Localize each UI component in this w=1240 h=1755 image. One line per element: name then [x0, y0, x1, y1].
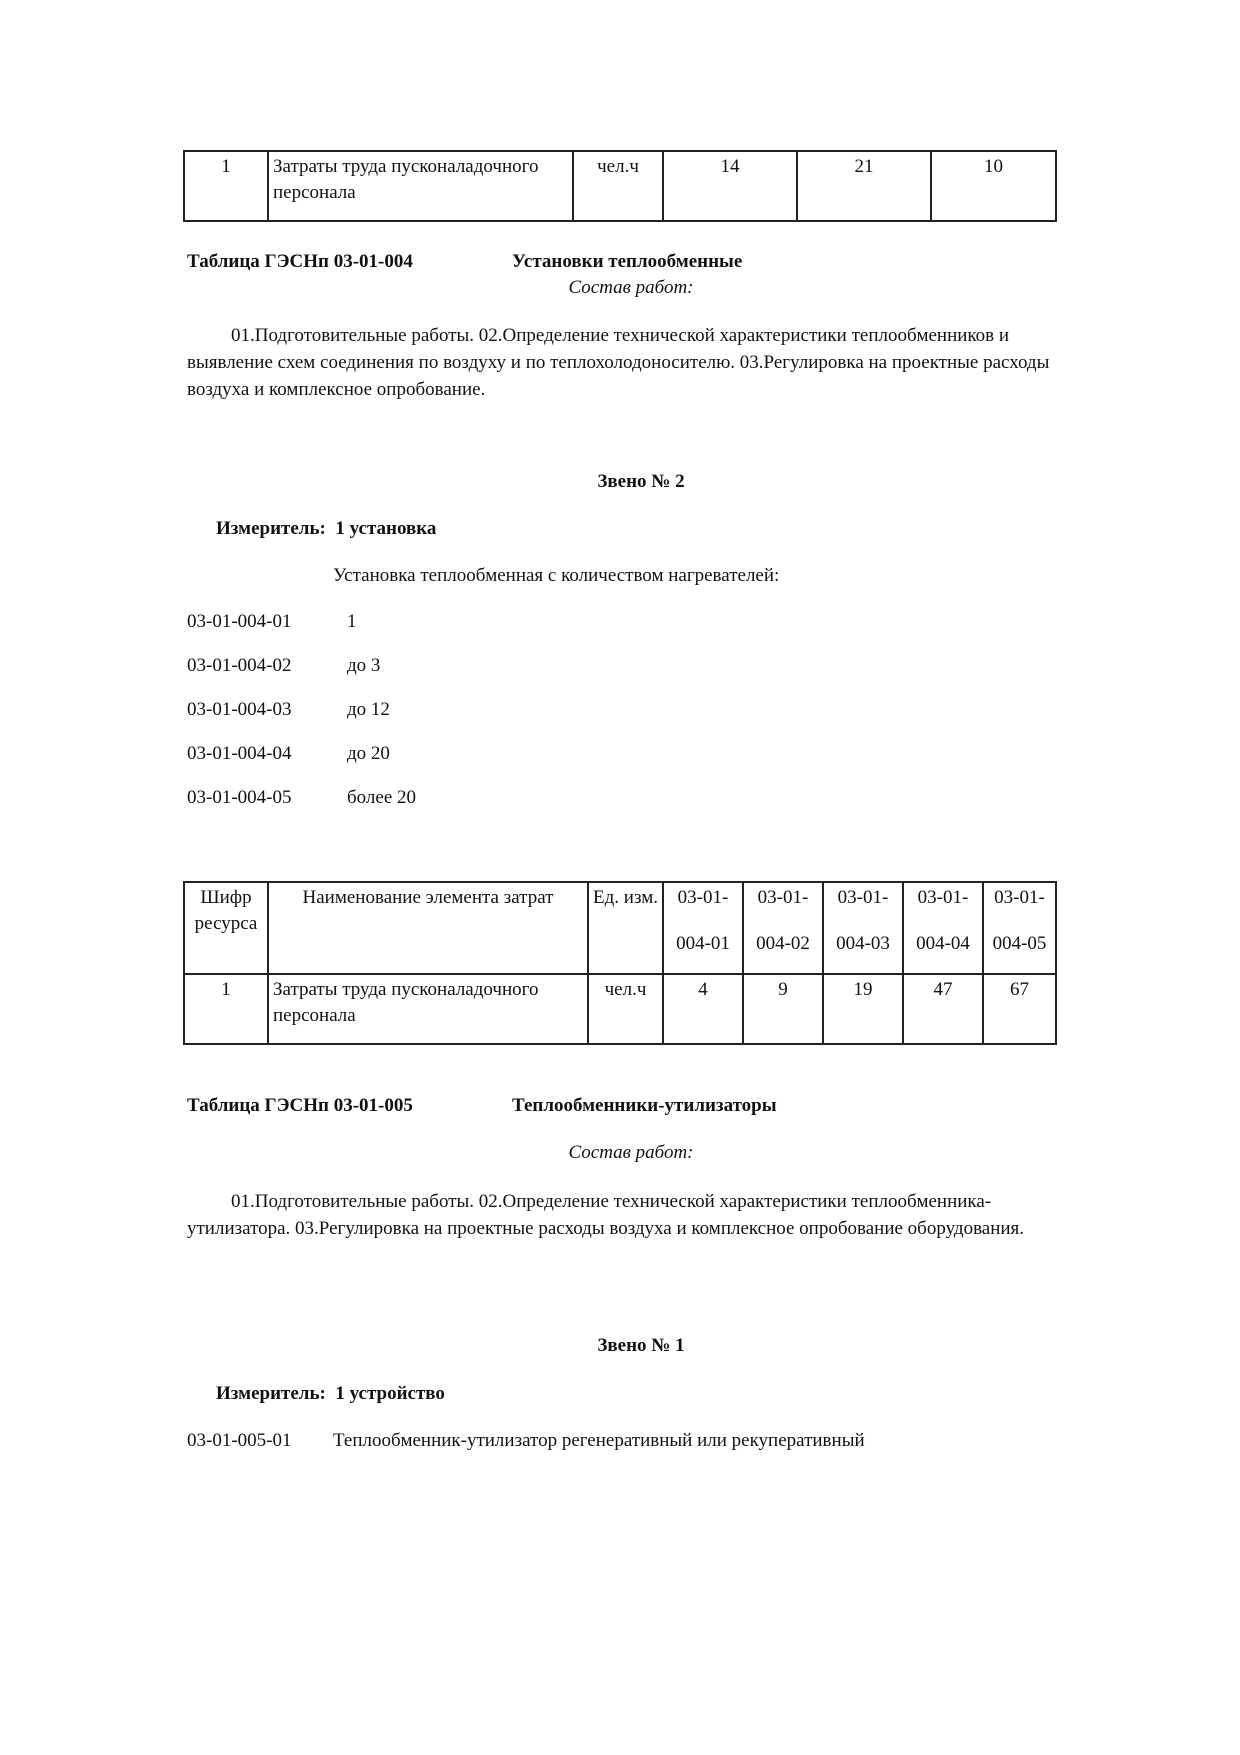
header-code-column: 03-01- 004-03	[823, 882, 903, 974]
meter-value: 1 установка	[335, 518, 437, 539]
cost-name-cell: Затраты труда пусконаладочного персонала	[268, 151, 573, 221]
composition-heading: Состав работ:	[568, 1142, 694, 1163]
value-cell: 4	[663, 974, 743, 1044]
header-resource-code: Шифр ресурса	[184, 882, 268, 974]
composition-text: 01.Подготовительные работы. 02.Определение технической характеристики теплообменников и выявление схем соединения по воздуху и по теплохолодоносителю. 03.Регулировка на проектные расходы воздуха и комплексное опробование.	[187, 325, 1050, 400]
crew-heading: Звено № 2	[597, 471, 685, 492]
resource-code-cell: 1	[184, 974, 268, 1044]
unit-cell: чел.ч	[573, 151, 663, 221]
cost-name-cell: Затраты труда пусконаладочного персонала	[268, 974, 588, 1044]
table-title: Установки теплообменные	[512, 251, 743, 272]
table-label: Таблица ГЭСНп 03-01-004	[187, 251, 413, 272]
header-code-column: 03-01- 004-01	[663, 882, 743, 974]
table-title: Теплообменники-утилизаторы	[512, 1095, 777, 1116]
value-cell: 14	[663, 151, 797, 221]
item-code: 03-01-004-05	[187, 787, 292, 808]
item-value: 1	[347, 611, 357, 632]
value-cell: 10	[931, 151, 1056, 221]
value-cell: 67	[983, 974, 1056, 1044]
top-costs-table	[183, 150, 1057, 222]
item-code: 03-01-004-03	[187, 699, 292, 720]
item-code: 03-01-004-01	[187, 611, 292, 632]
header-code-column: 03-01- 004-04	[903, 882, 983, 974]
item-code: 03-01-005-01	[187, 1430, 292, 1451]
item-value: до 12	[347, 699, 390, 720]
item-value: до 20	[347, 743, 390, 764]
meter-value: 1 устройство	[335, 1383, 445, 1404]
item-value: Теплообменник-утилизатор регенеративный или рекуперативный	[333, 1430, 865, 1451]
resource-code-cell: 1	[184, 151, 268, 221]
item-code: 03-01-004-02	[187, 655, 292, 676]
meter-label: Измеритель: 1 устройство	[216, 1383, 445, 1404]
table-header-row	[184, 882, 1056, 974]
value-cell: 19	[823, 974, 903, 1044]
costs-table	[183, 881, 1057, 1045]
value-cell: 21	[797, 151, 931, 221]
composition-heading: Состав работ:	[568, 277, 694, 298]
header-code-column: 03-01- 004-05	[983, 882, 1056, 974]
header-unit: Ед. изм.	[588, 882, 663, 974]
table-row	[184, 974, 1056, 1044]
composition-text: 01.Подготовительные работы. 02.Определение технической характеристики теплообменника-утилизатора. 03.Регулировка на проектные расходы воздуха и комплексное опробование оборудования.	[187, 1191, 1025, 1239]
table-row	[184, 151, 1056, 221]
unit-cell: чел.ч	[588, 974, 663, 1044]
header-cost-name: Наименование элемента затрат	[268, 882, 588, 974]
item-value: более 20	[347, 787, 417, 808]
meter-label: Измеритель: 1 установка	[216, 518, 437, 539]
item-code: 03-01-004-04	[187, 743, 292, 764]
value-cell: 47	[903, 974, 983, 1044]
crew-heading: Звено № 1	[597, 1335, 685, 1356]
value-cell: 9	[743, 974, 823, 1044]
table-label: Таблица ГЭСНп 03-01-005	[187, 1095, 413, 1116]
header-code-column: 03-01- 004-02	[743, 882, 823, 974]
items-subtitle: Установка теплообменная с количеством нагревателей:	[333, 565, 780, 586]
item-value: до 3	[347, 655, 381, 676]
